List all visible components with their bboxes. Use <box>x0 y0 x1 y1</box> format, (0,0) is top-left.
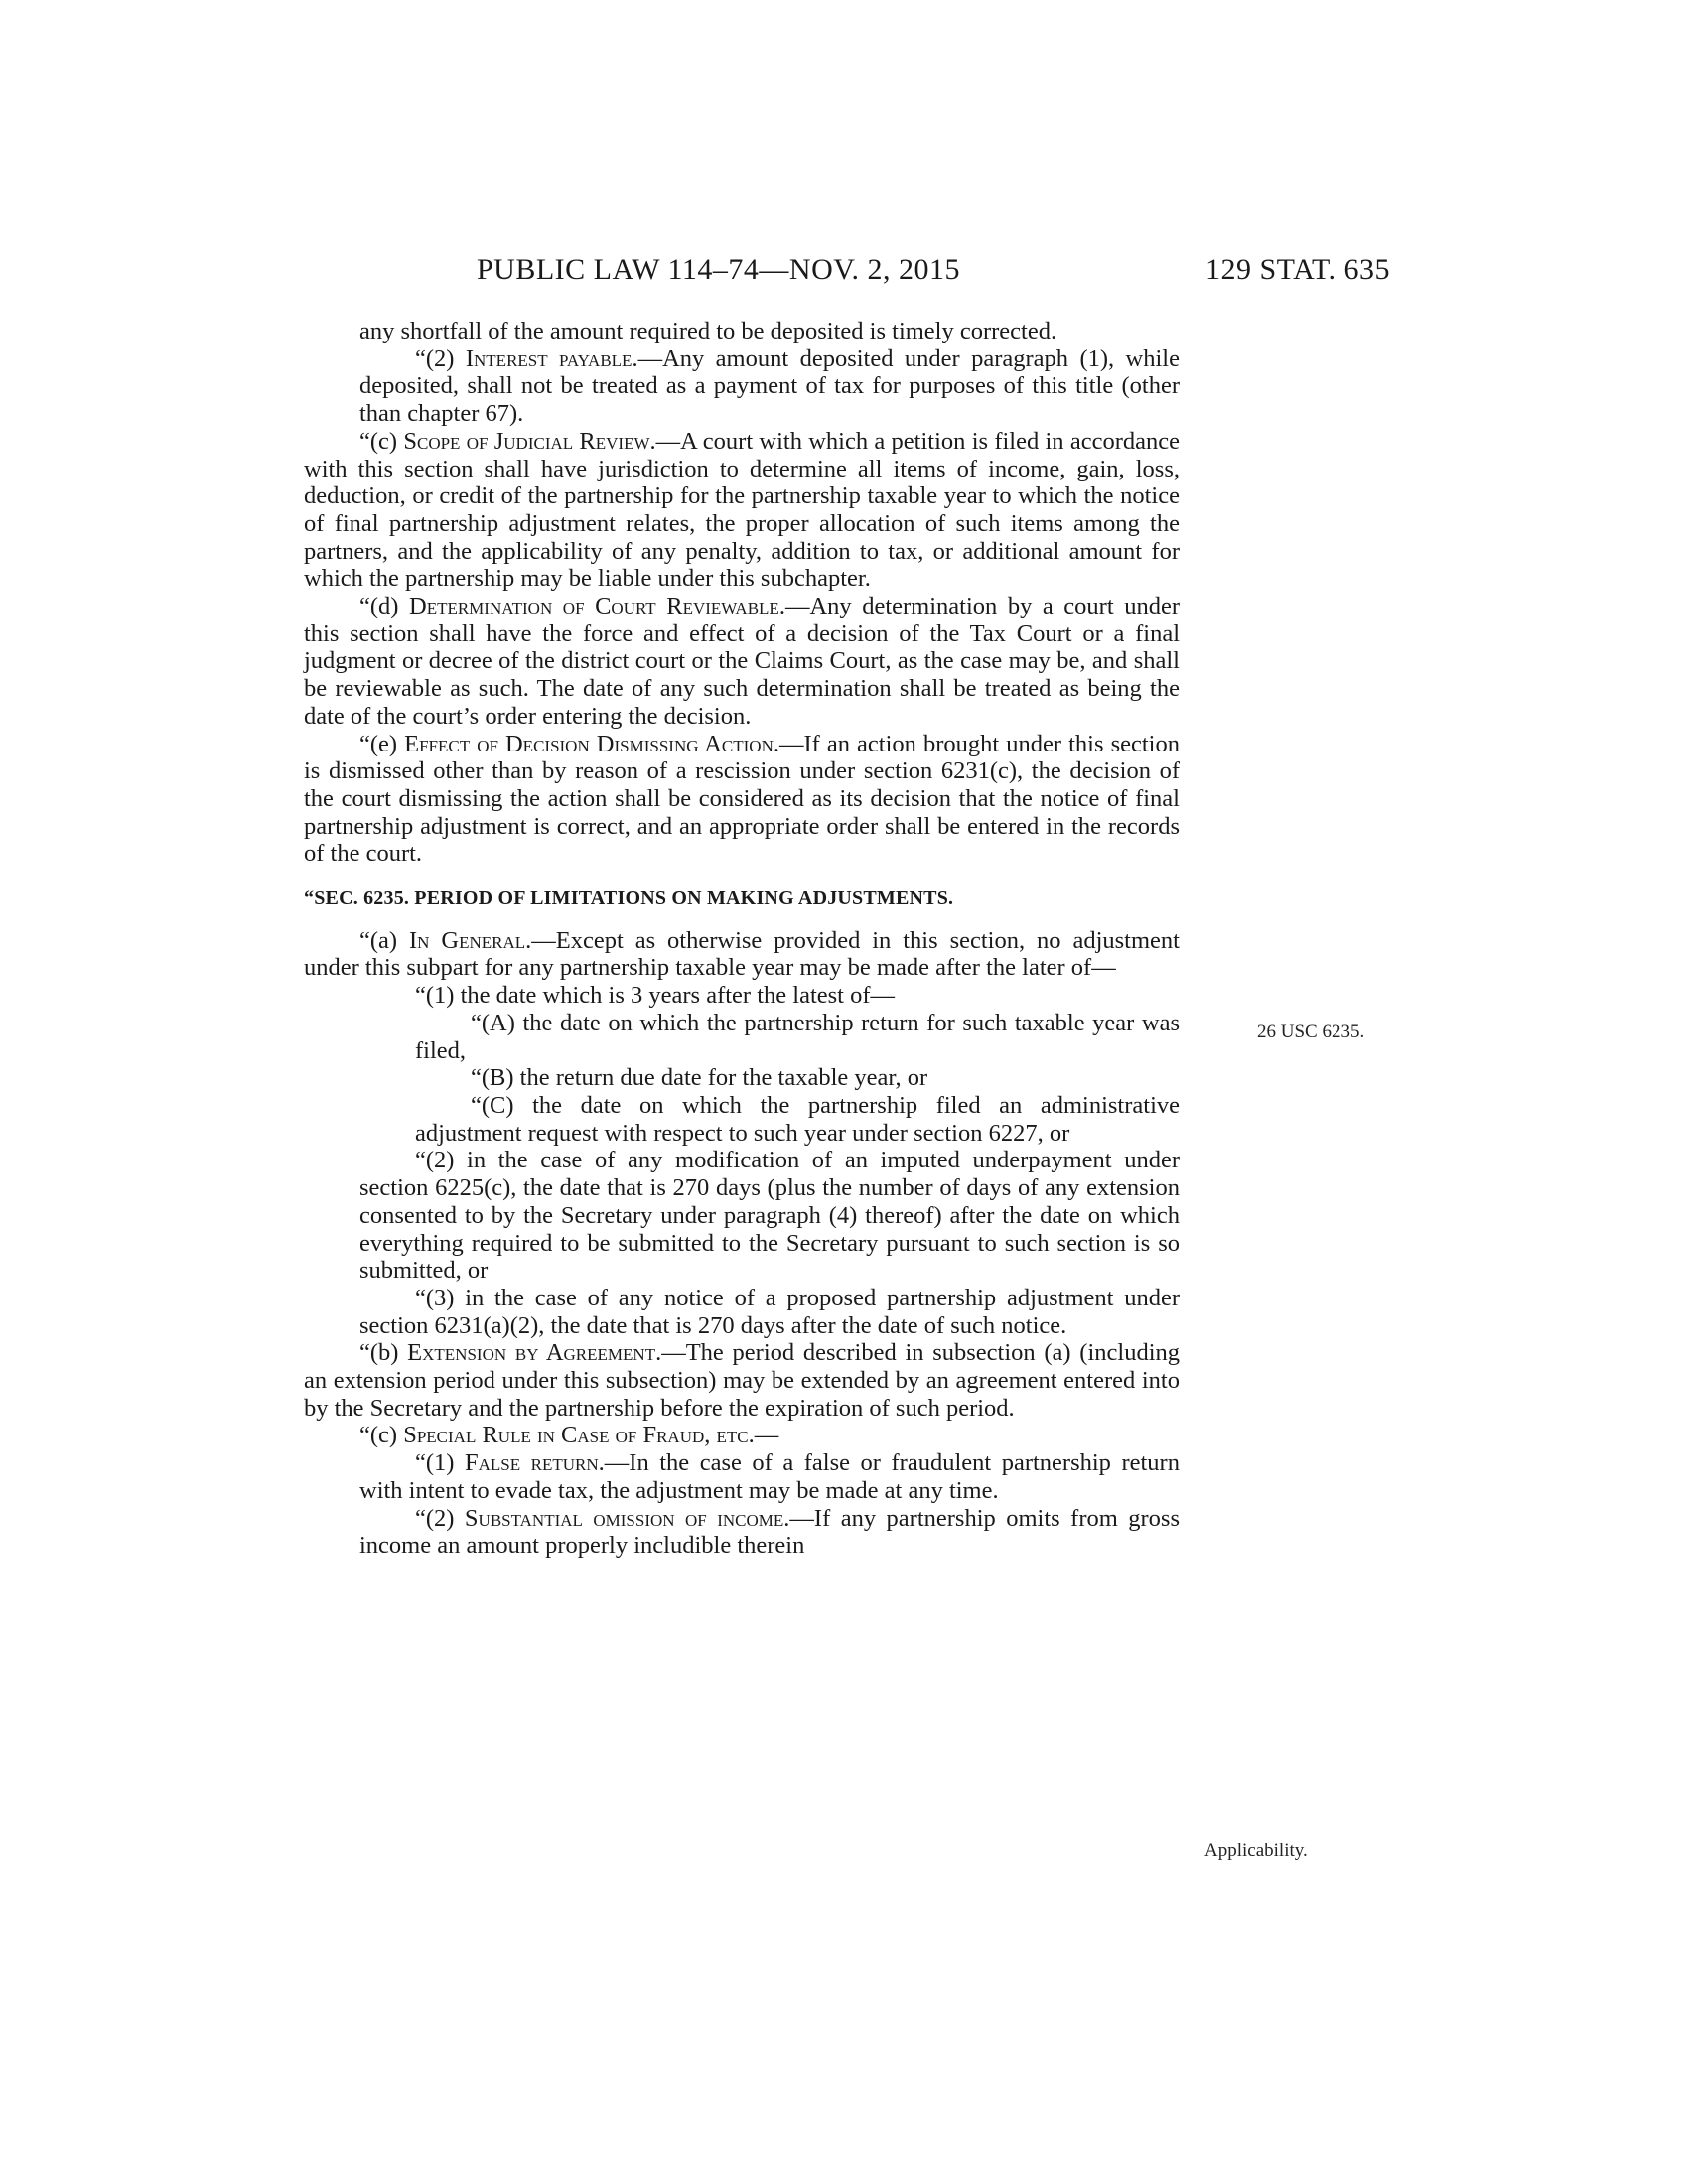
d-heading: Determination of Court Reviewable <box>409 593 779 620</box>
paragraph-c1-false-return <box>304 1449 1180 1504</box>
c2-body: .—If any partnership omits from gross income an amount properly includible therein <box>359 1504 1180 1560</box>
c-body: .—A court with which a petition is filed in accordance with this section shall have jurisdiction to determine all items of income, gain, loss, deduction, or credit of the partnership for the partnership taxable year to which the notice of final partnership adjustment relates, the proper allocation of such items among the partners, and the applicability of any penalty, addition to tax, or additional amount for which the partnership may be liable under this subchapter. <box>304 427 1180 593</box>
c-heading: Scope of Judicial Review <box>403 427 650 455</box>
e-heading: Effect of Decision Dismissing Action <box>404 730 774 757</box>
a-body: .—Except as otherwise provided in this section, no adjustment under this subpart for any partnership taxable year may be made after the later of— <box>304 926 1180 982</box>
b-heading: Extension by Agreement <box>407 1339 656 1367</box>
subsection-c-fraud <box>304 1422 1180 1449</box>
subparagraph-aC: “(C) the date on which the partnership filed an administrative adjustment request with respect to such year under section 6227, or <box>415 1091 1180 1147</box>
margin-note-usc-cite: 26 USC 6235. <box>1257 1022 1365 1042</box>
subparagraph-aB: “(B) the return due date for the taxable year, or <box>471 1064 928 1092</box>
a-heading: In General <box>409 926 526 954</box>
cc-prefix: “(c) <box>359 1422 404 1449</box>
paragraph-a3: “(3) in the case of any notice of a proposed partnership adjustment under section 6231(a)(2), the date that is 270 days after the date of such notice. <box>359 1284 1180 1339</box>
c1-body: .—In the case of a false or fraudulent partnership return with intent to evade tax, the adjustment may be made at any time. <box>359 1449 1180 1504</box>
subsection-a-general <box>304 927 1180 982</box>
e-body: .—If an action brought under this section is dismissed other than by reason of a rescission under section 6231(c), the decision of the court dismissing the action shall be considered as its decision that the notice of final partnership adjustment is correct, and an appropriate order shall be entered in the records of the court. <box>304 730 1180 868</box>
e-prefix: “(e) <box>359 730 405 757</box>
b-prefix: “(b) <box>359 1339 408 1367</box>
cc-body: .— <box>748 1422 779 1449</box>
c-prefix: “(c) <box>359 427 404 455</box>
c1-prefix: “(1) <box>415 1449 465 1477</box>
a-prefix: “(a) <box>359 926 410 954</box>
d-body: .—Any determination by a court under this section shall have the force and effect of a decision of the Tax Court or a final judgment or decree of the district court or the Claims Court, as the case may be, and shall be reviewable as such. The date of any such determination shall be treated as being the date of the court’s order entering the decision. <box>304 593 1180 730</box>
subsection-e-effect <box>304 731 1180 869</box>
paragraph-a2: “(2) in the case of any modification of an imputed underpayment under section 6225(c), the date that is 270 days (plus the number of days of any extension consented to by the Secretary under paragraph (4) thereof) after the date on which everything required to be submitted to the Secretary pursuant to such section is so submitted, or <box>359 1147 1180 1285</box>
c2-heading: Substantial omission of income <box>464 1504 784 1532</box>
c1-heading: False return <box>464 1449 599 1477</box>
margin-note-applicability: Applicability. <box>1204 1841 1308 1861</box>
cc-heading: Special Rule in Case of Fraud, etc <box>403 1422 749 1449</box>
law-title: PUBLIC LAW 114–74—NOV. 2, 2015 <box>477 253 961 286</box>
b2-body: .—Any amount deposited under paragraph (1), while deposited, shall not be treated as a payment of tax for purposes of this title (other than chapter 67). <box>359 344 1180 428</box>
paragraph-c2-omission <box>304 1505 1180 1560</box>
stat-page-number: 129 STAT. 635 <box>1205 253 1391 286</box>
subsection-d-determination <box>304 593 1180 731</box>
subsection-b-extension <box>304 1339 1180 1422</box>
b2-heading: Interest payable <box>465 344 633 372</box>
statute-body <box>304 318 1180 1560</box>
b-body: .—The period described in subsection (a) (including an extension period under this subsection) may be extended by an agreement entered into by the Secretary and the partnership before the expiration of such period. <box>304 1339 1180 1422</box>
subsection-c-scope <box>304 428 1180 593</box>
d-prefix: “(d) <box>359 593 409 620</box>
c2-prefix: “(2) <box>415 1504 465 1532</box>
paragraph-b2-interest-payable <box>304 345 1180 428</box>
paragraph-a1: “(1) the date which is 3 years after the latest of— <box>415 982 896 1010</box>
section-heading: “SEC. 6235. PERIOD OF LIMITATIONS ON MAKING ADJUSTMENTS. <box>304 887 954 910</box>
page-header <box>0 253 1688 293</box>
subparagraph-aA: “(A) the date on which the partnership return for such taxable year was filed, <box>415 1009 1180 1064</box>
b2-prefix: “(2) <box>415 344 466 372</box>
paragraph-continuation: any shortfall of the amount required to be deposited is timely corrected. <box>359 318 1057 344</box>
